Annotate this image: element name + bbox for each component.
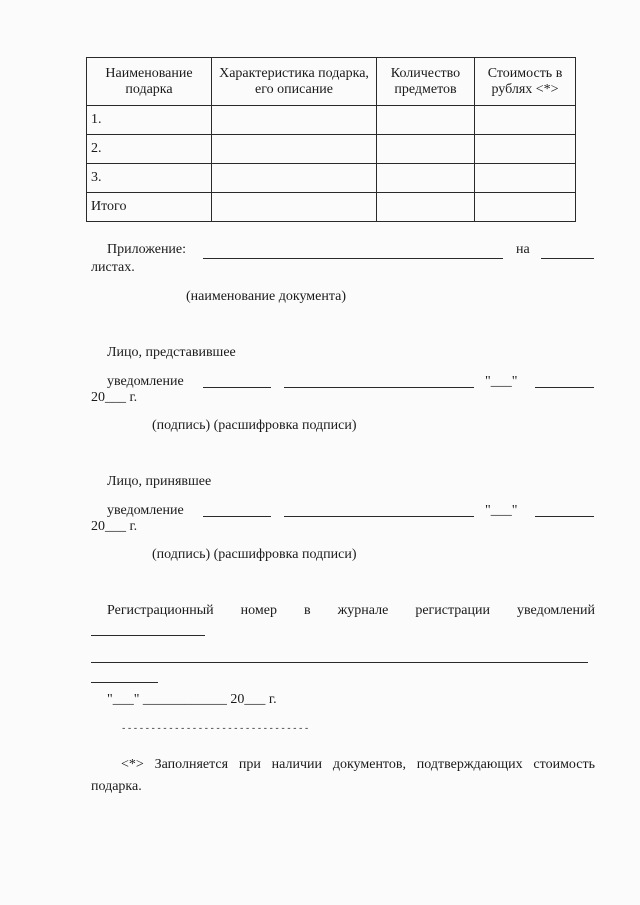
- quantity-cell[interactable]: [377, 135, 475, 164]
- table-total-row: [87, 193, 576, 222]
- total-label: Итого: [87, 193, 212, 222]
- registration-word: номер: [240, 603, 277, 618]
- attachment-caption: (наименование документа): [186, 289, 347, 304]
- row-number: 1.: [87, 106, 212, 135]
- footnote: <*> Заполняется при наличии документов, подтверждающих стоимость подарка.: [91, 757, 595, 794]
- receiver-name-line[interactable]: [284, 516, 474, 517]
- submitter-year-field[interactable]: 20___ г.: [91, 390, 138, 405]
- header-gift-name: Наименование подарка: [87, 58, 212, 106]
- receiver-month-line[interactable]: [535, 516, 594, 517]
- quantity-cell[interactable]: [377, 106, 475, 135]
- header-cost: Стоимость в рублях <*>: [475, 58, 576, 106]
- receiver-day-field[interactable]: "___": [485, 503, 518, 518]
- submitter-day-field[interactable]: "___": [485, 374, 518, 389]
- description-cell[interactable]: [212, 135, 377, 164]
- submitter-title: Лицо, представившее: [107, 345, 236, 360]
- submitter-name-line[interactable]: [284, 387, 474, 388]
- header-gift-description: Характеристика подарка, его описание: [212, 58, 377, 106]
- table-row: [87, 164, 576, 193]
- receiver-signature-line[interactable]: [203, 516, 271, 517]
- table-header-row: [87, 58, 576, 106]
- submitter-signature-line[interactable]: [203, 387, 271, 388]
- receiver-notice-label: уведомление: [107, 503, 184, 518]
- registration-number-line[interactable]: [91, 635, 205, 636]
- row-number: 3.: [87, 164, 212, 193]
- attachment-label: Приложение:: [107, 242, 187, 257]
- quantity-cell[interactable]: [377, 193, 475, 222]
- receiver-caption: (подпись) (расшифровка подписи): [152, 547, 357, 562]
- attachment-on-label: на: [516, 242, 530, 257]
- registration-word: уведомлений: [517, 603, 595, 618]
- cost-cell[interactable]: [475, 135, 576, 164]
- registration-word: регистрации: [415, 603, 490, 618]
- table-row: [87, 135, 576, 164]
- cost-cell[interactable]: [475, 164, 576, 193]
- submitter-caption: (подпись) (расшифровка подписи): [152, 418, 357, 433]
- attachment-document-line[interactable]: [203, 258, 503, 259]
- cost-cell[interactable]: [475, 106, 576, 135]
- registration-date-field[interactable]: "___" ____________ 20___ г.: [107, 692, 277, 707]
- registration-word: журнале: [337, 603, 389, 618]
- attachment-sheets-label: листах.: [91, 260, 135, 275]
- registration-label: [107, 603, 595, 619]
- description-cell[interactable]: [212, 106, 377, 135]
- description-cell[interactable]: [212, 164, 377, 193]
- gift-table: [86, 57, 576, 222]
- registration-number-line-2[interactable]: [91, 662, 588, 663]
- registration-separator: --------------------------------: [121, 724, 310, 734]
- submitter-notice-label: уведомление: [107, 374, 184, 389]
- description-cell[interactable]: [212, 193, 377, 222]
- registration-word: в: [303, 603, 311, 618]
- row-number: 2.: [87, 135, 212, 164]
- receiver-title: Лицо, принявшее: [107, 474, 212, 489]
- cost-cell[interactable]: [475, 193, 576, 222]
- registration-word: Регистрационный: [107, 603, 214, 618]
- attachment-sheets-count-line[interactable]: [541, 258, 594, 259]
- submitter-month-line[interactable]: [535, 387, 594, 388]
- receiver-year-field[interactable]: 20___ г.: [91, 519, 138, 534]
- registration-number-line-3[interactable]: [91, 682, 158, 683]
- table-row: [87, 106, 576, 135]
- header-quantity: Количество предметов: [377, 58, 475, 106]
- quantity-cell[interactable]: [377, 164, 475, 193]
